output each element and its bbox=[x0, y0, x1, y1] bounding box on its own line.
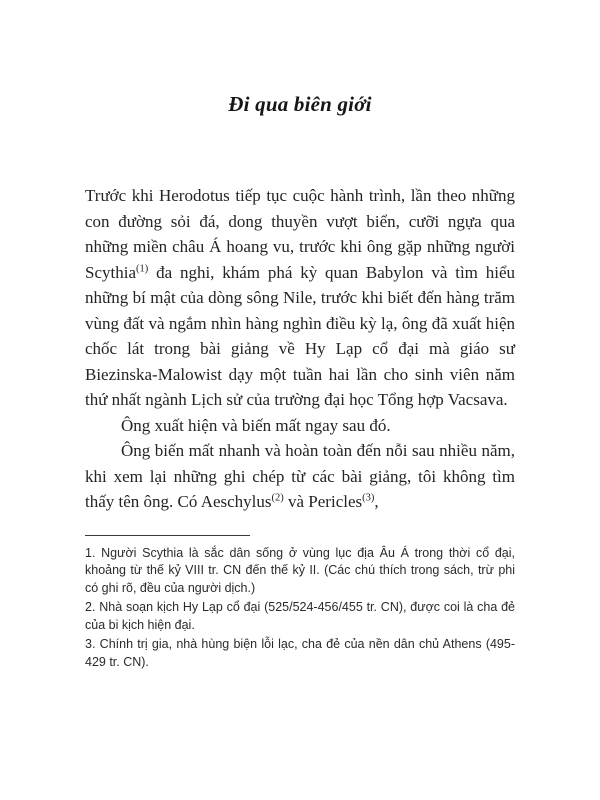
footnote-divider bbox=[85, 535, 250, 536]
body-paragraph-3 bbox=[85, 438, 515, 515]
footnote-2: 2. Nhà soạn kịch Hy Lạp cổ đại (525/524-456/455 tr. CN), được coi là cha đẻ của bi kịch hiện đại. bbox=[85, 600, 515, 632]
body-paragraph-2 bbox=[85, 413, 515, 439]
paragraph-text: , bbox=[374, 492, 379, 511]
footnote-marker-3: (3) bbox=[362, 492, 375, 504]
footnote-marker-2: (2) bbox=[271, 492, 284, 504]
body-paragraph-1 bbox=[85, 183, 515, 413]
footnote-1: 1. Người Scythia là sắc dân sống ở vùng lục địa Âu Á trong thời cổ đại, khoảng từ thế kỷ VIII tr. CN đến thế kỷ II. (Các chú thích trong sách, trừ phi có ghi rõ, đều của người dịch.) bbox=[85, 545, 515, 595]
paragraph-text: Ông biến mất nhanh và hoàn toàn đến nỗi sau nhiều năm, khi xem lại những ghi chép từ các bài giảng, tôi không tìm thấy tên ông. Có Aeschylus bbox=[85, 441, 515, 511]
paragraph-text: và Pericles bbox=[283, 492, 363, 511]
paragraph-text: đa nghi, khám phá kỳ quan Babylon và tìm hiểu những bí mật của dòng sông Nile, trước khi biết đến hàng trăm vùng đất và ngắm nhìn hàng nghìn điều kỳ lạ, ông đã xuất hiện chốc lát trong bài giảng về Hy Lạp cổ đại mà giáo sư Biezinska-Malowist dạy một tuần hai lần cho sinh viên năm thứ nhất ngành Lịch sử của trường đại học Tổng hợp Vacsava. bbox=[85, 262, 515, 409]
footnote-3: 3. Chính trị gia, nhà hùng biện lỗi lạc, cha đẻ của nền dân chủ Athens (495-429 tr. CN). bbox=[85, 637, 515, 669]
chapter-title: Đi qua biên giới bbox=[228, 92, 372, 116]
paragraph-text: Trước khi Herodotus tiếp tục cuộc hành trình, lần theo những con đường sỏi đá, dong thuyền vượt biển, cưỡi ngựa qua những miền châu Á hoang vu, trước khi ông gặp những người Scythia bbox=[85, 186, 515, 282]
paragraph-text: Ông xuất hiện và biến mất ngay sau đó. bbox=[121, 415, 391, 435]
footnotes-section bbox=[85, 535, 515, 672]
footnote-marker-1: (1) bbox=[136, 262, 149, 274]
body-text bbox=[85, 183, 515, 515]
